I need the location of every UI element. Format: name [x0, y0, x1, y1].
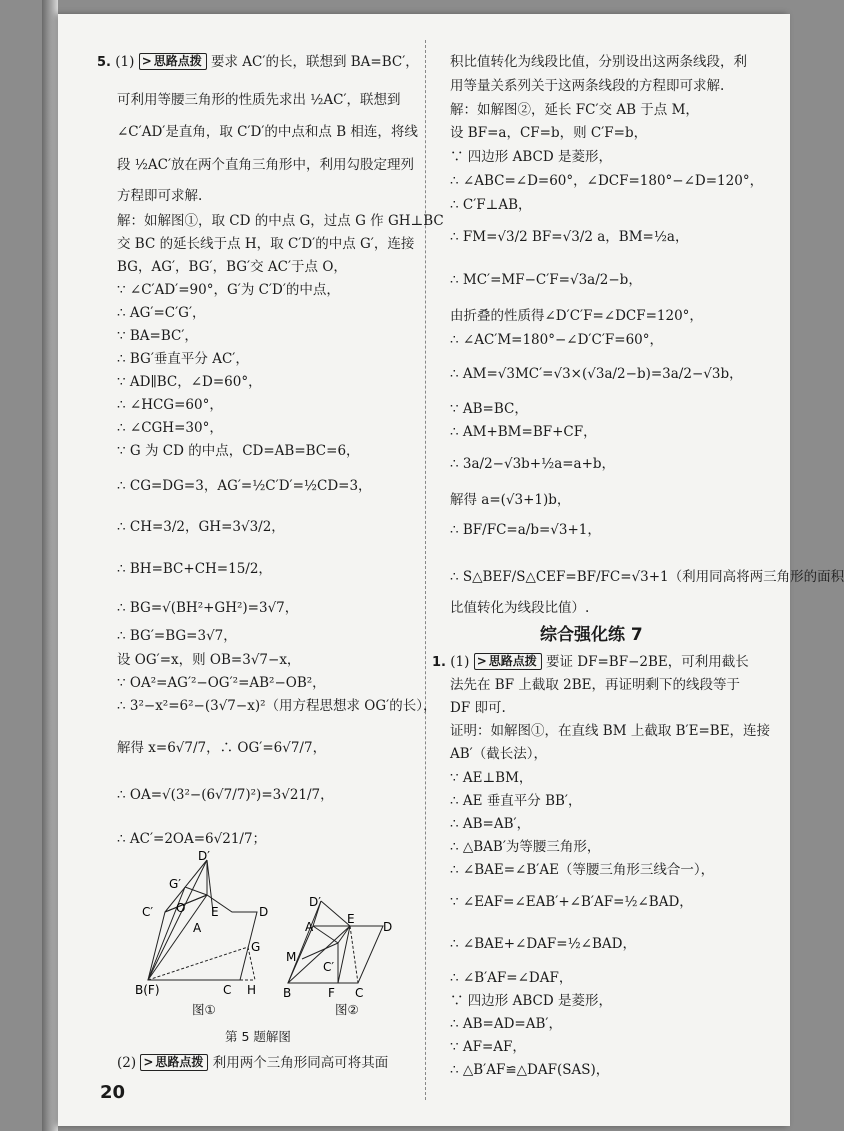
text-line: 用等量关系列关于这两条线段的方程即可求解. [450, 78, 725, 94]
text-line: ∴ FM=√3/2 BF=√3/2 a，BM=½a， [450, 229, 689, 245]
text-line: 方程即可求解. [117, 188, 203, 204]
text-line: ∴ 3a/2−√3b+½a=a+b， [450, 456, 616, 472]
text-line: ∴ △B′AF≌△DAF(SAS)， [450, 1062, 610, 1078]
text-line: 可利用等腰三角形的性质先求出 ½AC′，联想到 [117, 92, 401, 108]
text-line: ∴ BF/FC=a/b=√3+1， [450, 522, 601, 538]
label-E: E [211, 905, 219, 919]
text-line: 解得 a=(√3+1)b， [450, 492, 571, 508]
text-line: ∵ G 为 CD 的中点，CD=AB=BC=6， [117, 443, 360, 459]
text-line: ∴ C′F⊥AB， [450, 197, 532, 213]
text-line: ∴ S△BEF/S△CEF=BF/FC=√3+1（利用同高将两三角形的面积 [450, 569, 844, 585]
text-line: 设 BF=a，CF=b，则 C′F=b， [450, 125, 648, 141]
label-A: A [193, 921, 202, 935]
text-line: 段 ½AC′放在两个直角三角形中，利用勾股定理列 [117, 157, 415, 173]
label-G: G [251, 940, 261, 954]
text-line: 由折叠的性质得∠D′C′F=∠DCF=120°， [450, 308, 703, 324]
problem-1-header [432, 650, 749, 670]
label-C-prime: C′ [323, 960, 335, 974]
label-D: D [383, 920, 393, 934]
label-D-prime: D′ [198, 849, 210, 863]
text-line: 解：如解图①，取 CD 的中点 G，过点 G 作 GH⊥BC [117, 213, 444, 229]
text-line: AB′（截长法）， [450, 746, 547, 762]
part-tag: (1) [115, 54, 135, 70]
text-line: 交 BC 的延长线于点 H，取 C′D′的中点 G′，连接 [117, 236, 415, 252]
text-line: 解：如解图②，延长 FC′交 AB 于点 M， [450, 102, 699, 118]
label-C-prime: C′ [142, 905, 154, 919]
figure-caption: 第 5 题解图 [225, 1029, 291, 1044]
label-M: M [286, 950, 297, 964]
text-line: 证明：如解图①，在直线 BM 上截取 B′E=BE，连接 [450, 723, 771, 739]
text-line: ∴ AG′=C′G′， [117, 305, 206, 321]
text-line: ∵ AD∥BC，∠D=60°， [117, 374, 262, 390]
text-line: ∵ AE⊥BM， [450, 770, 533, 786]
text-line: ∴ MC′=MF−C′F=√3a/2−b， [450, 272, 642, 288]
label-B: B [283, 986, 292, 1000]
text-line: 设 OG′=x，则 OB=3√7−x， [117, 652, 301, 668]
tip-badge: > 思路点拨 [139, 53, 207, 70]
text-line: 比值转化为线段比值）. [450, 600, 590, 616]
part-tag: (2) [117, 1055, 137, 1071]
label-D: D [259, 905, 269, 919]
tip-badge: > 思路点拨 [474, 653, 542, 670]
text-line: ∴ BG=√(BH²+GH²)=3√7， [117, 600, 299, 616]
text-line: ∴ ∠BAE=∠B′AE（等腰三角形三线合一）， [450, 862, 715, 878]
text-line: ∴ AM=√3MC′=√3×(√3a/2−b)=3a/2−√3b， [450, 366, 743, 382]
tip-badge: > 思路点拨 [140, 1054, 208, 1071]
label-G-prime: G′ [169, 877, 182, 891]
text-line: 利用两个三角形同高可将其面 [212, 1055, 389, 1071]
label-F: F [328, 986, 335, 1000]
text-line: DF 即可. [450, 700, 506, 716]
text-line: ∴ ∠B′AF=∠DAF， [450, 970, 573, 986]
text-line: ∴ OA=√(3²−(6√7/7)²)=3√21/7， [117, 787, 334, 803]
figure-2-label: 图② [335, 1002, 359, 1017]
text-line: BG，AG′，BG′，BG′交 AC′于点 O， [117, 259, 347, 275]
page-number: 20 [100, 1082, 126, 1103]
text-line: ∴ ∠HCG=60°， [117, 397, 223, 413]
text-line: ∴ △BAB′为等腰三角形， [450, 839, 601, 855]
problem-number: 5. [97, 55, 111, 70]
arrow-icon: > [141, 54, 152, 68]
text-line: ∵ AF=AF， [450, 1039, 526, 1055]
section-title: 综合强化练 7 [540, 625, 643, 645]
text-line: 法先在 BF 上截取 2BE，再证明剩下的线段等于 [450, 677, 741, 693]
text-line: ∵ BA=BC′， [117, 328, 198, 344]
figure-1-label: 图① [192, 1002, 216, 1017]
text-line: ∠C′AD′是直角，取 C′D′的中点和点 B 相连，将线 [117, 124, 418, 140]
label-C: C [223, 983, 232, 997]
text-line: ∵ OA²=AG′²−OG′²=AB²−OB²， [117, 675, 326, 691]
label-D-prime: D′ [309, 895, 321, 909]
text-line: ∵ 四边形 ABCD 是菱形， [450, 993, 612, 1009]
part-tag: (1) [450, 654, 470, 670]
text-line: 积比值转化为线段比值，分别设出这两条线段，利 [450, 54, 747, 70]
label-H: H [247, 983, 257, 997]
arrow-icon: > [143, 1055, 154, 1069]
text-line: ∴ ∠BAE+∠DAF=½∠BAD， [450, 936, 636, 952]
label-E: E [347, 912, 355, 926]
text-line: ∴ AM+BM=BF+CF， [450, 424, 597, 440]
text-line: ∴ ∠ABC=∠D=60°，∠DCF=180°−∠D=120°， [450, 173, 764, 189]
text-line: ∴ BH=BC+CH=15/2， [117, 561, 272, 577]
text-line: ∴ AE 垂直平分 BB′， [450, 793, 582, 809]
arrow-icon: > [476, 654, 487, 668]
problem-number: 1. [432, 655, 446, 670]
text-line: ∴ AB=AB′， [450, 816, 531, 832]
text-line: ∵ AB=BC， [450, 401, 528, 417]
text-line: ∴ AC′=2OA=6√21/7； [117, 831, 267, 847]
text-line: ∴ 3²−x²=6²−(3√7−x)²（用方程思想求 OG′的长）， [117, 698, 437, 714]
text-line: ∴ BG′垂直平分 AC′， [117, 351, 249, 367]
text-line: ∴ AB=AD=AB′， [450, 1016, 562, 1032]
text-line: 要求 AC′的长，联想到 BA=BC′， [211, 54, 419, 70]
text-line: ∴ CH=3/2，GH=3√3/2， [117, 519, 285, 535]
label-C: C [355, 986, 364, 1000]
text-line: ∴ BG′=BG=3√7， [117, 628, 237, 644]
text-line: ∵ 四边形 ABCD 是菱形， [450, 149, 612, 165]
text-line: ∴ CG=DG=3，AG′=½C′D′=½CD=3， [117, 478, 372, 494]
text-line: ∵ ∠C′AD′=90°，G′为 C′D′的中点， [117, 282, 340, 298]
text-line: ∴ ∠CGH=30°， [117, 420, 223, 436]
label-O: O [176, 901, 186, 915]
label-A: A [305, 920, 314, 934]
text-line: ∴ ∠AC′M=180°−∠D′C′F=60°， [450, 332, 664, 348]
label-B-F: B(F) [135, 983, 160, 997]
text-line: 解得 x=6√7/7，∴ OG′=6√7/7， [117, 740, 327, 756]
text-line: ∵ ∠EAF=∠EAB′+∠B′AF=½∠BAD， [450, 894, 693, 910]
text-line: 要证 DF=BF−2BE，可利用截长 [546, 654, 749, 670]
